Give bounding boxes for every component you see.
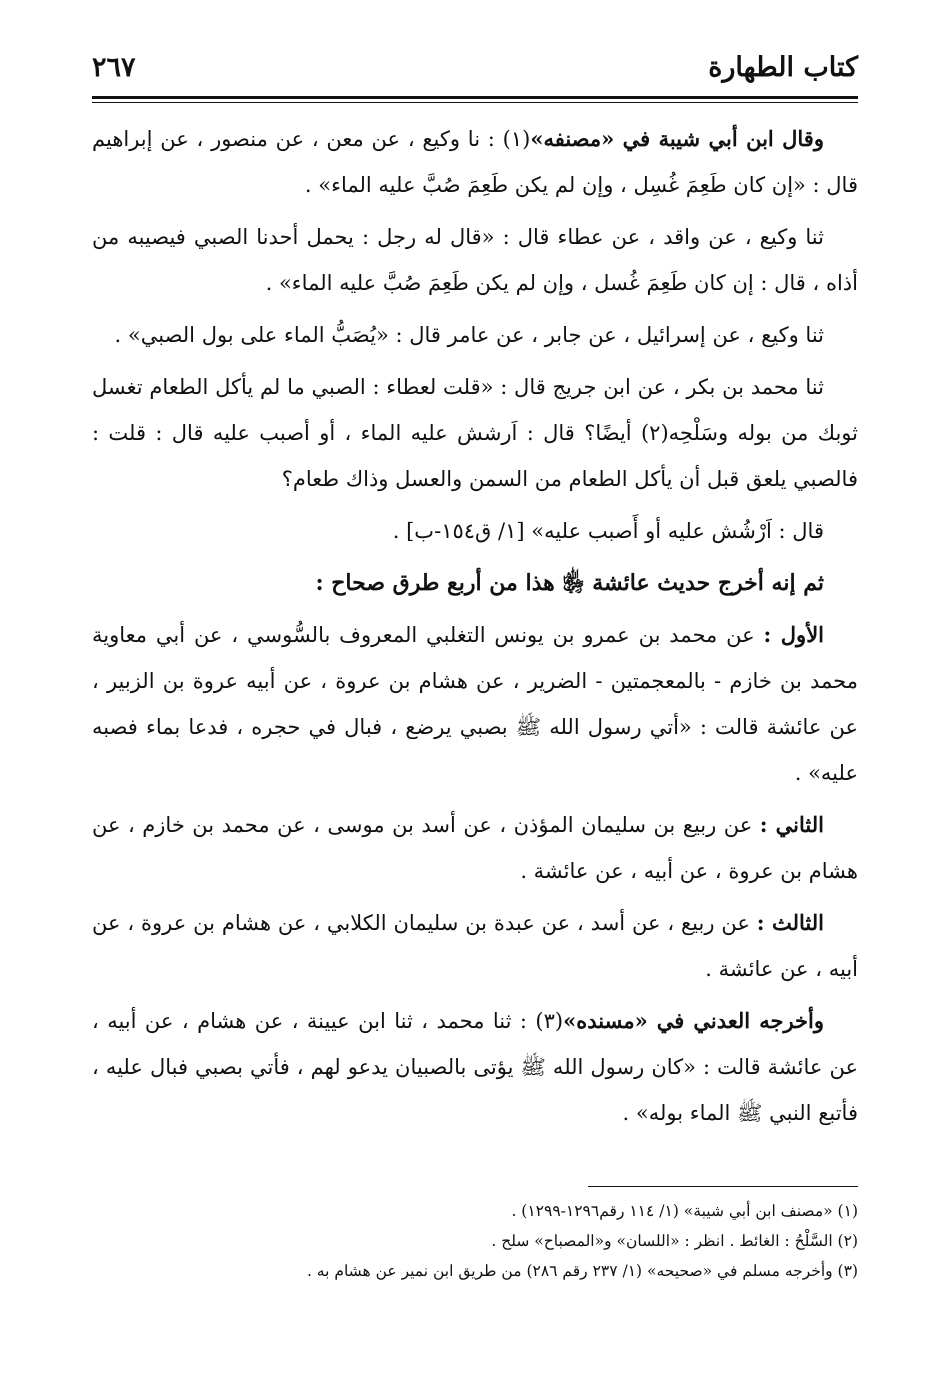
header-rule-thick: [92, 96, 858, 99]
paragraph: [92, 508, 858, 554]
paragraph: [92, 802, 858, 894]
paragraph-text: قال : اَرْشُش عليه أو أَصبب عليه» [١/ ق١٥٤-ب] .: [392, 519, 824, 543]
paragraph-text: ثنا وكيع ، عن واقد ، عن عطاء قال : «قال له رجل : يحمل أحدنا الصبي فيصيبه من أذاه ، قال : إن كان طَعِمَ غُسل ، وإن لم يكن طَعِمَ صُبَّ عليه الماء» .: [92, 225, 858, 295]
paragraph-lead: الأول :: [763, 622, 825, 647]
paragraph: [92, 998, 858, 1136]
paragraph-text: ثنا وكيع ، عن إسرائيل ، عن جابر ، عن عامر قال : «يُصَبُّ الماء على بول الصبي» .: [114, 323, 824, 347]
section-heading: ثم إنه أخرج حديث عائشة ﵂ هذا من أربع طرق صحاح :: [315, 570, 824, 596]
header-rule-thin: [92, 102, 858, 103]
paragraph-text: عن ربيع ، عن أسد ، عن عبدة بن سليمان الكلابي ، عن هشام بن عروة ، عن أبيه ، عن عائشة .: [92, 911, 858, 981]
paragraph-lead: الثالث :: [756, 910, 824, 935]
paragraph-text: عن ربيع بن سليمان المؤذن ، عن أسد بن موسى ، عن محمد بن خازم ، عن هشام بن عروة ، عن أبيه ، عن عائشة .: [92, 813, 858, 883]
paragraph-text: عن محمد بن عمرو بن يونس التغلبي المعروف بالسُّوسي ، عن أبي معاوية محمد بن خازم - بالمعجمتين - الضرير ، عن هشام بن عروة ، عن أبيه عروة بن الزبير ، عن عائشة قالت : «أتي رسول الله ﷺ بصبي يرضع ، فبال في حجره ، فدعا بماء فصبه عليه» .: [92, 623, 858, 785]
paragraph: [92, 364, 858, 502]
paragraph: [92, 312, 858, 358]
paragraph: [92, 900, 858, 992]
paragraph: [92, 116, 858, 208]
page-header: [92, 46, 858, 94]
footnote: (٢) السَّلْحُ : الغائط . انظر : «اللسان» و«المصباح» سلح .: [491, 1232, 858, 1250]
paragraph-text: (١) : نا وكيع ، عن معن ، عن منصور ، عن إبراهيم قال : «إن كان طَعِمَ غُسِل ، وإن لم يكن طَعِمَ صُبَّ عليه الماء» .: [92, 127, 858, 197]
paragraph-text: ثنا محمد بن بكر ، عن ابن جريج قال : «قلت لعطاء : الصبي ما لم يأكل الطعام تغسل ثوبك من بوله وسَلْحِه(٢) أيضًا؟ قال : اَرشش عليه الماء ، أو أصبب عليه قال : قلت : فالصبي يلعق قبل أن يأكل الطعام من السمن والعسل وذاك طعام؟: [92, 375, 858, 491]
paragraph-lead: وأخرجه العدني في «مسنده»: [563, 1008, 824, 1033]
footnote: (١) «مصنف ابن أبي شيبة» (١/ ١١٤ رقم١٢٩٦-١٢٩٩) .: [511, 1202, 858, 1220]
running-title: كتاب الطهارة: [708, 52, 858, 83]
footnotes: [92, 1196, 858, 1286]
footnote: (٣) وأخرجه مسلم في «صحيحه» (١/ ٢٣٧ رقم ٢٨٦) من طريق ابن نمير عن هشام به .: [306, 1262, 858, 1280]
page-number: ٢٦٧: [92, 52, 136, 83]
main-text: [92, 116, 858, 1142]
paragraph-lead: وقال ابن أبي شيبة في «مصنفه»: [530, 126, 824, 151]
paragraph: [92, 214, 858, 306]
paragraph-lead: الثاني :: [759, 812, 824, 837]
paragraph-text: (٣) : ثنا محمد ، ثنا ابن عيينة ، عن هشام ، عن أبيه ، عن عائشة قالت : «كان رسول الله ﷺ يؤتى بالصبيان يدعو لهم ، فأتي بصبي فبال عليه ، فأتبع النبي ﷺ الماء بوله» .: [92, 1009, 858, 1125]
paragraph: [92, 612, 858, 796]
footnote-separator: [588, 1186, 858, 1187]
